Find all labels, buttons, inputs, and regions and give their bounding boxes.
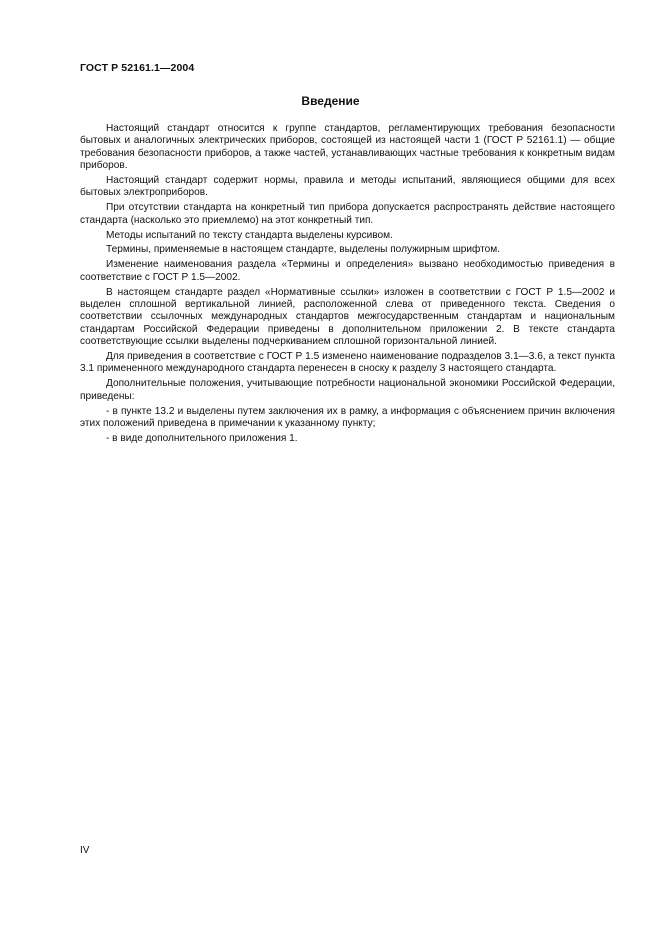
paragraph: Настоящий стандарт содержит нормы, правила и методы испытаний, являющиеся общими для всех бытовых электроприборов.: [80, 174, 615, 199]
list-item: - в виде дополнительного приложения 1.: [106, 432, 298, 444]
paragraph: Изменение наименования раздела «Термины и определения» вызвано необходимостью приведения в соответствие с ГОСТ Р 1.5—2002.: [80, 259, 615, 283]
list-item: - в пункте 13.2 и выделены путем заключения их в рамку, а информация с объяснением причин включения этих положений приведена в примечании к указанному пункту;: [80, 405, 615, 429]
paragraph: Дополнительные положения, учитывающие потребности национальной экономики Российской Федерации, приведены:: [80, 378, 615, 402]
document-body: [80, 123, 615, 448]
paragraph: Методы испытаний по тексту стандарта выделены курсивом.: [106, 229, 393, 241]
paragraph: Настоящий стандарт относится к группе стандартов, регламентирующих требования безопасности бытовых и аналогичных электрических приборов, состоящей из настоящей части 1 (ГОСТ Р 52161.1) — общие требования безопасности приборов, а также частей, устанавливающих частные требования к конкретным видам приборов.: [80, 123, 615, 172]
page-number: IV: [80, 845, 90, 856]
document-header: ГОСТ Р 52161.1—2004: [80, 62, 195, 74]
paragraph: Для приведения в соответствие с ГОСТ Р 1.5 изменено наименование подразделов 3.1—3.6, а текст пункта 3.1 примененного международного стандарта перенесен в сноску к разделу 3 настоящего стандарта.: [80, 351, 615, 375]
paragraph: При отсутствии стандарта на конкретный тип прибора допускается распространять действие настоящего стандарта (насколько это приемлемо) на этот конкретный тип.: [80, 202, 615, 226]
paragraph: В настоящем стандарте раздел «Нормативные ссылки» изложен в соответствии с ГОСТ Р 1.5—2002 и выделен сплошной вертикальной линией, расположенной слева от приведенного текста. Сведения о соответствии ссылочных международных стандартов межгосударственным стандартам и национальным стандартам Российской Федерации приведены в дополнительном приложении 2. В тексте стандарта соответствующие ссылки выделены подчеркиванием сплошной горизонтальной линией.: [80, 286, 615, 348]
section-title: Введение: [301, 94, 360, 108]
paragraph: Термины, применяемые в настоящем стандарте, выделены полужирным шрифтом.: [106, 244, 500, 256]
